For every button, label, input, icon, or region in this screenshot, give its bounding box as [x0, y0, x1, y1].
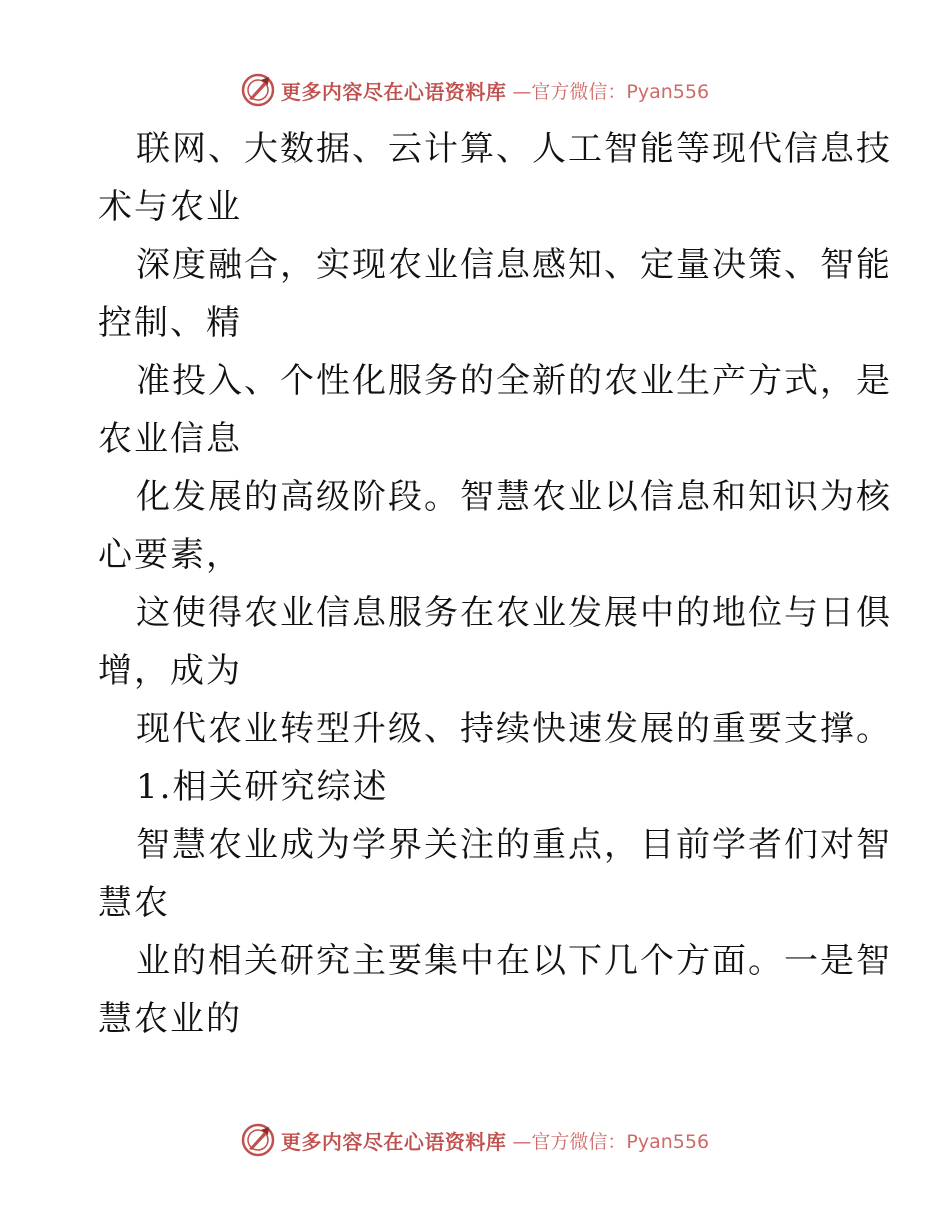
footer-banner-title: 更多内容尽在心语资料库	[280, 1129, 507, 1154]
section-heading: 1.相关研究综述	[136, 767, 389, 807]
quill-logo-icon	[241, 73, 275, 107]
body-line: 这使得农业信息服务在农业发展中的地位与日俱	[136, 593, 892, 633]
footer-banner-content	[241, 1123, 709, 1157]
body-line: 智慧农业成为学界关注的重点，目前学者们对智	[136, 825, 892, 865]
header-banner-title: 更多内容尽在心语资料库	[280, 79, 507, 104]
body-line: 心要素，	[98, 535, 242, 575]
body-line: 增，成为	[98, 651, 242, 691]
body-line: 深度融合，实现农业信息感知、定量决策、智能	[136, 245, 892, 285]
body-line: 慧农业的	[98, 999, 242, 1039]
body-line: 化发展的高级阶段。智慧农业以信息和知识为核	[136, 477, 892, 517]
body-line: 农业信息	[98, 419, 242, 459]
footer-banner-wechat: —官方微信：Pyan556	[512, 1130, 710, 1153]
body-line: 控制、精	[98, 303, 242, 343]
body-line: 联网、大数据、云计算、人工智能等现代信息技	[136, 129, 892, 169]
document-body	[98, 120, 892, 1048]
footer-banner	[0, 1120, 950, 1160]
body-line: 现代农业转型升级、持续快速发展的重要支撑。	[136, 709, 892, 749]
body-line: 业的相关研究主要集中在以下几个方面。一是智	[136, 941, 892, 981]
body-line: 慧农	[98, 883, 170, 923]
quill-logo-icon	[241, 1123, 275, 1157]
header-banner-wechat: —官方微信：Pyan556	[512, 80, 710, 103]
body-line: 术与农业	[98, 187, 242, 227]
body-line: 准投入、个性化服务的全新的农业生产方式，是	[136, 361, 892, 401]
header-banner-content	[241, 73, 709, 107]
header-banner	[0, 70, 950, 110]
